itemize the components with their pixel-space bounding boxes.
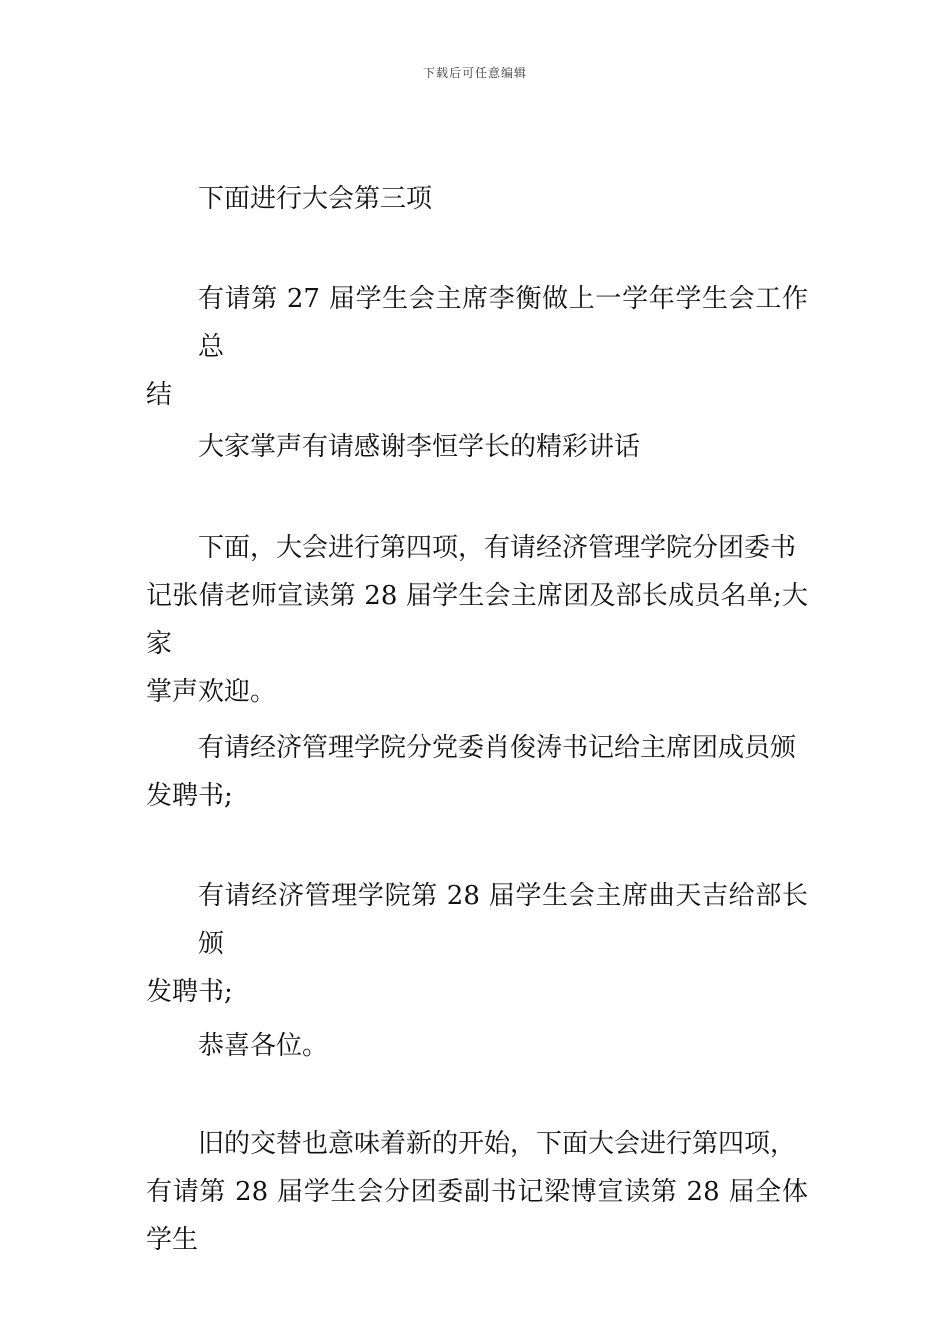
paragraph xyxy=(146,175,808,223)
paragraph xyxy=(146,872,808,1016)
page-header: 下载后可任意编辑 xyxy=(422,66,527,80)
paragraph-line: 下面进行大会第三项 xyxy=(198,184,433,214)
paragraph-line: 结 xyxy=(146,380,173,410)
paragraph xyxy=(146,524,808,716)
paragraph-line: 旧的交替也意味着新的开始，下面大会进行第四项， xyxy=(198,1129,797,1159)
paragraph-line: 记张倩老师宣读第 28 届学生会主席团及部长成员名单;大家 xyxy=(146,581,808,659)
paragraph xyxy=(146,724,808,820)
paragraph xyxy=(146,423,808,471)
paragraph-line: 有请第 27 届学生会主席李衡做上一学年学生会工作总 xyxy=(198,284,808,362)
paragraph-line: 掌声欢迎。 xyxy=(146,677,277,707)
paragraph-line: 有请第 28 届学生会分团委副书记梁博宣读第 28 届全体学生 xyxy=(146,1177,808,1255)
paragraph-line: 下面，大会进行第四项，有请经济管理学院分团委书 xyxy=(198,533,797,563)
paragraph xyxy=(146,1120,808,1264)
paragraph-line: 发聘书; xyxy=(146,977,233,1007)
paragraph xyxy=(146,275,808,419)
paragraph-line: 大家掌声有请感谢李恒学长的精彩讲话 xyxy=(198,432,641,462)
paragraph-line: 恭喜各位。 xyxy=(198,1031,329,1061)
paragraph xyxy=(146,1022,808,1070)
paragraph-line: 发聘书; xyxy=(146,781,233,811)
paragraph-line: 有请经济管理学院分党委肖俊涛书记给主席团成员颁 xyxy=(198,733,797,763)
paragraph-line: 有请经济管理学院第 28 届学生会主席曲天吉给部长颁 xyxy=(198,881,808,959)
